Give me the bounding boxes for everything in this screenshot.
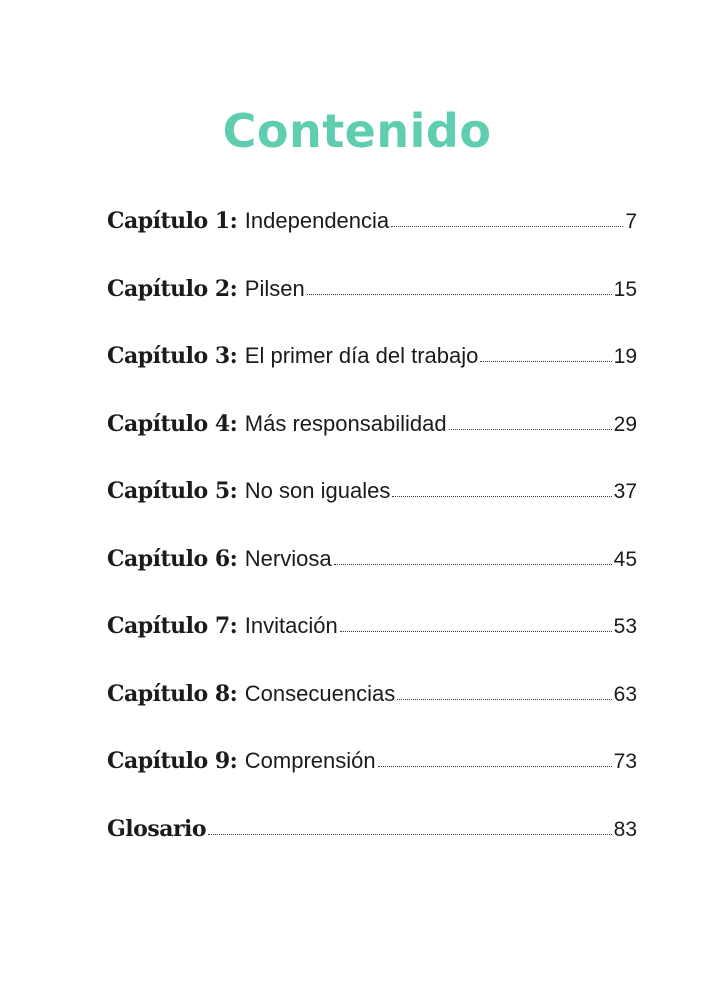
chapter-title: Consecuencias bbox=[244, 680, 396, 706]
dot-leader bbox=[340, 630, 612, 632]
toc-entry-chapter-7 bbox=[107, 613, 637, 681]
chapter-colon: : bbox=[229, 208, 238, 234]
toc-entry-chapter-3 bbox=[107, 343, 637, 411]
chapter-title: No son iguales bbox=[244, 478, 391, 503]
dot-leader bbox=[307, 293, 612, 295]
chapter-title: El primer día del trabajo bbox=[244, 343, 479, 368]
toc-entry-chapter-5 bbox=[107, 478, 637, 546]
page-number: 37 bbox=[613, 480, 637, 503]
dot-leader bbox=[208, 833, 612, 835]
page-number: 19 bbox=[613, 345, 637, 368]
chapter-label: Capítulo 3 bbox=[107, 343, 230, 369]
page-number: 73 bbox=[613, 750, 637, 773]
dot-leader bbox=[480, 360, 611, 362]
chapter-label: Capítulo 9 bbox=[107, 748, 230, 774]
page-number: 53 bbox=[613, 615, 637, 638]
toc-entry-chapter-9 bbox=[107, 748, 637, 816]
page-number: 29 bbox=[613, 412, 637, 436]
chapter-colon: : bbox=[229, 613, 238, 639]
table-of-contents bbox=[107, 208, 637, 883]
chapter-title: Invitación bbox=[244, 613, 338, 638]
chapter-colon: : bbox=[229, 680, 238, 707]
page-number: 83 bbox=[613, 817, 637, 841]
chapter-label: Capítulo 6 bbox=[107, 545, 230, 572]
toc-entry-chapter-6 bbox=[107, 546, 637, 614]
toc-entry-chapter-8 bbox=[107, 681, 637, 749]
dot-leader bbox=[392, 495, 611, 497]
chapter-colon: : bbox=[229, 545, 238, 572]
chapter-colon: : bbox=[229, 275, 238, 302]
chapter-label: Capítulo 8 bbox=[107, 680, 230, 707]
toc-entry-glossary bbox=[107, 816, 637, 884]
chapter-colon: : bbox=[229, 343, 238, 369]
chapter-title: Más responsabilidad bbox=[244, 410, 447, 436]
dot-leader bbox=[391, 225, 623, 227]
dot-leader bbox=[397, 698, 611, 700]
chapter-colon: : bbox=[229, 478, 238, 504]
chapter-label: Capítulo 1 bbox=[107, 208, 230, 234]
chapter-label: Capítulo 2 bbox=[107, 275, 230, 302]
chapter-title: Pilsen bbox=[244, 275, 305, 301]
page-number: 45 bbox=[613, 547, 637, 571]
chapter-title: Nerviosa bbox=[244, 545, 332, 571]
dot-leader bbox=[449, 428, 612, 430]
page-title: Contenido bbox=[222, 104, 492, 158]
chapter-colon: : bbox=[229, 410, 238, 437]
toc-entry-chapter-4 bbox=[107, 411, 637, 479]
chapter-title: Independencia bbox=[244, 208, 390, 233]
glossary-label: Glosario bbox=[107, 815, 207, 842]
chapter-label: Capítulo 5 bbox=[107, 478, 230, 504]
dot-leader bbox=[334, 563, 612, 565]
dot-leader bbox=[378, 765, 612, 767]
page-number: 7 bbox=[625, 210, 637, 233]
chapter-label: Capítulo 7 bbox=[107, 613, 230, 639]
page-number: 15 bbox=[613, 277, 637, 301]
chapter-label: Capítulo 4 bbox=[107, 410, 230, 437]
page-number: 63 bbox=[613, 682, 637, 706]
chapter-colon: : bbox=[229, 748, 238, 774]
toc-entry-chapter-2 bbox=[107, 276, 637, 344]
chapter-title: Comprensión bbox=[244, 748, 376, 773]
toc-entry-chapter-1 bbox=[107, 208, 637, 276]
